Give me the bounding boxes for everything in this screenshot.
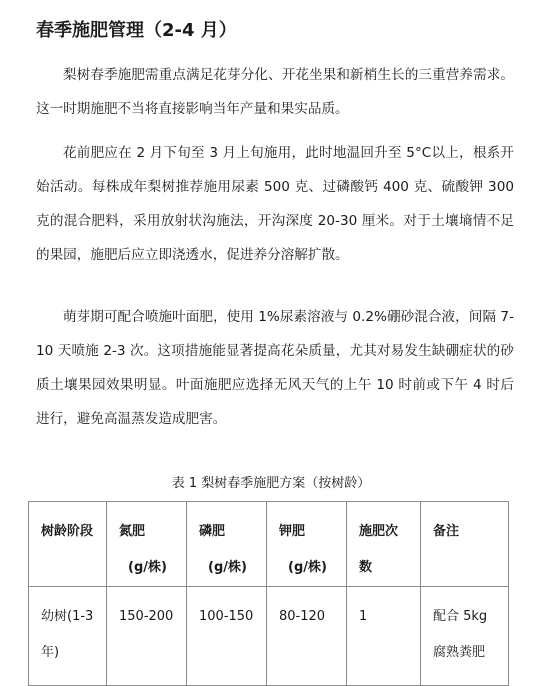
cell-note: 配合 5kg 腐熟粪肥 bbox=[421, 587, 509, 686]
header-potassium bbox=[267, 502, 347, 587]
header-tree-age bbox=[29, 502, 107, 587]
cell-potassium: 80-120 bbox=[267, 587, 347, 686]
fertilizer-table bbox=[28, 501, 509, 686]
table-row bbox=[29, 587, 509, 686]
table-caption: 表 1 梨树春季施肥方案（按树龄） bbox=[171, 476, 371, 491]
paragraph-foliar-fertilizer: 萌芽期可配合喷施叶面肥，使用 1%尿素溶液与 0.2%硼砂混合液，间隔 7-10 天喷施 2-3 次。这项措施能显著提高花朵质量，尤其对易发生缺硼症状的砂质土壤果园效果明显。叶面施肥应选择无风天气的上午 10 时前或下午 4 时后进行，避免高温蒸发造成肥害。 bbox=[36, 309, 514, 427]
section-heading: 春季施肥管理（2-4 月） bbox=[36, 20, 237, 41]
header-unit: (g/株) bbox=[288, 560, 327, 575]
cell-stage: 幼树(1-3年) bbox=[29, 587, 107, 686]
header-nitrogen bbox=[107, 502, 187, 587]
header-label: 树龄阶段 bbox=[41, 524, 94, 539]
paragraph-intro: 梨树春季施肥需重点满足花芽分化、开花坐果和新梢生长的三重营养需求。这一时期施肥不当将直接影响当年产量和果实品质。 bbox=[36, 67, 514, 117]
header-phosphorus bbox=[187, 502, 267, 587]
paragraph-preflower-fertilizer: 花前肥应在 2 月下旬至 3 月上旬施用，此时地温回升至 5°C以上，根系开始活动。每株成年梨树推荐施用尿素 500 克、过磷酸钙 400 克、硫酸钾 300 克的混合肥料，采用放射状沟施法，开沟深度 20-30 厘米。对于土壤墒情不足的果园，施肥后应立即浇透水，促进养分溶解扩散。 bbox=[36, 145, 514, 263]
header-label: 钾肥 bbox=[279, 524, 306, 539]
cell-nitrogen: 150-200 bbox=[107, 587, 187, 686]
header-label: 磷肥 bbox=[199, 524, 226, 539]
header-unit: (g/株) bbox=[128, 560, 167, 575]
header-label: 备注 bbox=[433, 524, 460, 539]
header-label: 氮肥 bbox=[119, 524, 146, 539]
header-note bbox=[421, 502, 509, 587]
cell-times: 1 bbox=[347, 587, 421, 686]
table-header-row bbox=[29, 502, 509, 587]
header-times bbox=[347, 502, 421, 587]
cell-phosphorus: 100-150 bbox=[187, 587, 267, 686]
header-label: 施肥次数 bbox=[359, 524, 399, 575]
header-unit: (g/株) bbox=[208, 560, 247, 575]
